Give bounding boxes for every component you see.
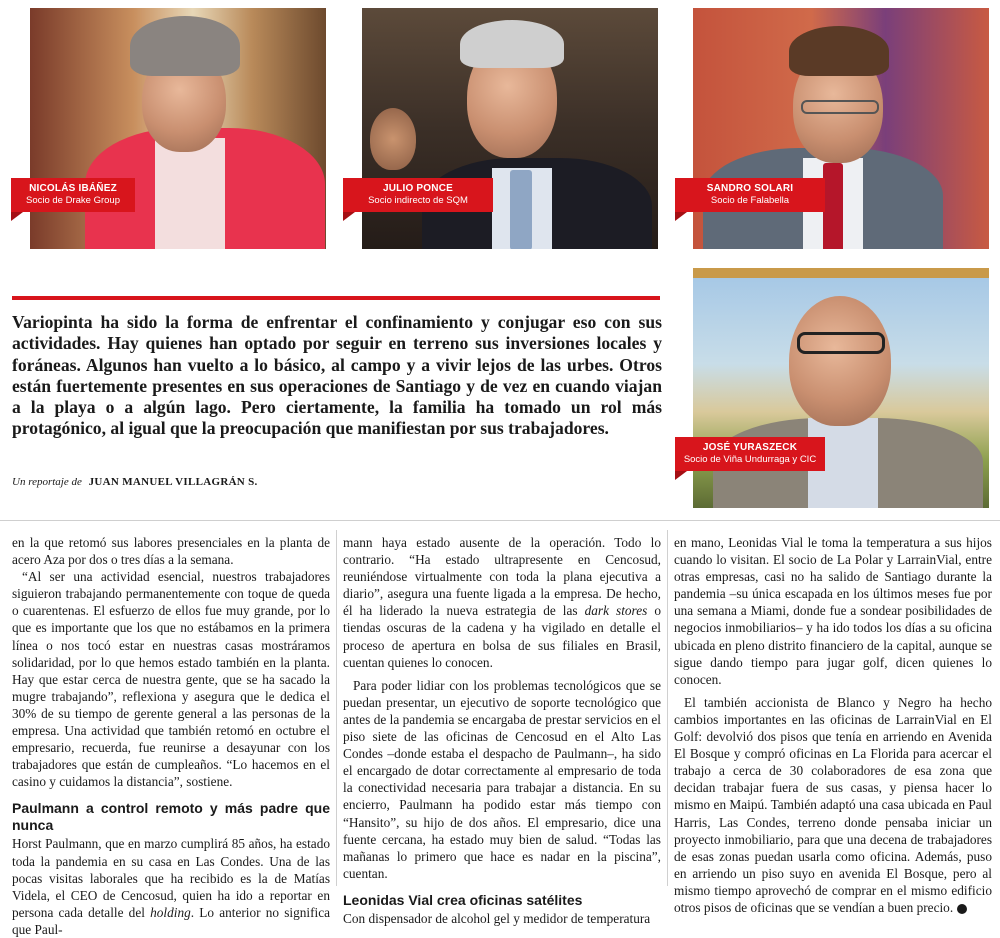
photo-nicolas-ibanez (30, 8, 326, 249)
article-column-3 (674, 534, 992, 916)
paragraph: en mano, Leonidas Vial le toma la temperatura a sus hijos cuando lo visitan. El socio de La Polar y LarrainVial, entre otras empresas, casi no ha salido de Santiago durante la pandemia –su única escapada en los últimos meses fue por una semana a Miami, donde fue a sondear posibilidades de negocios inmobiliarios– y ha ido todos los días a su oficina ubicada en pleno distrito financiero de la capital, aunque se sigue dando tiempo para jugar golf, dicen quienes lo conocen. (674, 535, 992, 687)
byline-label: Un reportaje de (12, 476, 82, 488)
column-separator (667, 530, 668, 886)
photo-julio-ponce (362, 8, 658, 249)
photo-sandro-solari (693, 8, 989, 249)
profile-role: Socio de Drake Group (26, 195, 120, 206)
byline (12, 476, 258, 488)
profile-name: JULIO PONCE (383, 183, 453, 194)
subheading: Leonidas Vial crea oficinas satélites (343, 891, 583, 908)
profile-name: SANDRO SOLARI (706, 183, 794, 194)
byline-author: JUAN MANUEL VILLAGRÁN S. (88, 476, 258, 488)
paragraph: Para poder lidiar con los problemas tecnológicos que se puedan presentar, un ejecutivo de soporte tecnológico que antes de la pandemia se encargaba de prestar servicios en el piso siete de las oficinas de Cencosud en el Alto Las Condes –donde estaba el despacho de Paulmann–, ha sido el encargado de dotar correctamente al empresario de toda la conectividad necesaria para trabajar a distancia. En su encierro, Paulmann ha podido estar más tiempo con “Hansito”, su hijo de dos años. El empresario, dice una fuente cercana, ha estado muy bien de salud. “Todas las mañanas lo primero que hace es nadar en la piscina”, cuentan. (343, 677, 661, 881)
profile-role: Socio de Falabella (710, 195, 790, 206)
badge-julio-ponce (343, 178, 493, 212)
profile-role: Socio indirecto de SQM (368, 195, 468, 206)
paragraph: Con dispensador de alcohol gel y medidor de temperatura (343, 910, 651, 926)
article-column-2 (343, 534, 661, 927)
badge-sandro-solari (675, 178, 825, 212)
subheading: Paulmann a control remoto y más padre que nunca (12, 800, 330, 834)
photo-jose-yuraszeck (693, 268, 989, 508)
end-mark-icon: P (957, 904, 967, 914)
paragraph: “Al ser una actividad esencial, nuestros trabajadores siguieron trabajando permanentemente con toque de queda o cuarentenas. El esfuerzo de ellos fue muy grande, por lo que es importante que los que no estábamos en la primera línea o nos tocó estar en nuestras casas mostráramos solidaridad, por lo que hemos estado también en la planta. Hay que estar cerca de nuestra gente, que se ha sacado la mugre trabajando”, reflexiona y asegura que le dedica el 30% de su tiempo de gerente general a las personas de la empresa. Una actividad que también retomó en octubre el empresario, recuerda, fue reunirse a desayunar con los trabajadores que están de cumpleaños. “Lo hacemos en el casino y cuidamos la distancia”, sostiene. (12, 569, 330, 790)
section-divider (0, 520, 1000, 521)
paragraph: El también accionista de Blanco y Negro ha hecho cambios importantes en las oficinas de LarrainVial en El Golf: devolvió dos pisos que tenía en arriendo en Avenida El Bosque y compró oficinas en La Florida para acercar el trabajo a cerca de 30 colaboradores de esa zona que decidan trabajar fuera de sus casas, y piensa hacer lo mismo en Maipú. También adaptó una casa ubicada en Paul Harris, Las Condes, terreno donde pensaba iniciar un proyecto inmobiliario, para que una decena de trabajadores de esas zonas puedan usarla como oficina. Además, puso en arriendo un piso suyo en avenida El Bosque, pero al mismo tiempo aprovechó de comprar en el mismo edificio otros pisos de oficinas que se vendían a buen precio. P (674, 694, 992, 915)
profile-name: NICOLÁS IBÁÑEZ (29, 183, 117, 194)
lead-red-rule (12, 296, 660, 300)
paragraph: Horst Paulmann, que en marzo cumplirá 85 años, ha estado toda la pandemia en su casa en Las Condes. Una de las pocas visitas laborales que ha recibido es la de Matías Videla, el CEO de Cencosud, quien ha ido a reportar en persona cada detalle del holding. Lo anterior no significa que Paul- (12, 836, 330, 937)
paragraph: mann haya estado ausente de la operación. Todo lo contrario. “Ha estado ultrapresente en Cencosud, reuniéndose virtualmente con toda la plana ejecutiva a diario”, asegura una fuente ligada a la empresa. De hecho, él ha liderado la nueva estrategia de las dark stores o tiendas oscuras de la cadena y ha vigilado en detalle el proceso de apertura en bolsa de sus filiales en Brasil, cuentan quienes lo conocen. (343, 535, 661, 670)
column-separator (336, 530, 337, 886)
lead-paragraph: Variopinta ha sido la forma de enfrentar el confinamiento y conjugar eso con sus actividades. Hay quienes han optado por seguir en terreno sus inversiones locales y foráneas. Algunos han vuelto a lo básico, al campo y a vivir lejos de las urbes. Otros están fuertemente presentes en sus operaciones de Santiago y de vez en cuando viajan a la playa o a algún lago. Pero ciertamente, la familia ha tomado un rol más protagónico, al igual que la preocupación que manifiestan por sus trabajadores. (12, 312, 662, 439)
profile-role: Socio de Viña Undurraga y CIC (683, 454, 817, 465)
article-column-1 (12, 534, 330, 938)
paragraph: en la que retomó sus labores presenciales en la planta de acero Aza por dos o tres días a la semana. (12, 535, 330, 568)
badge-jose-yuraszeck (675, 437, 825, 471)
badge-nicolas-ibanez (11, 178, 135, 212)
profile-name: JOSÉ YURASZECK (702, 442, 798, 453)
